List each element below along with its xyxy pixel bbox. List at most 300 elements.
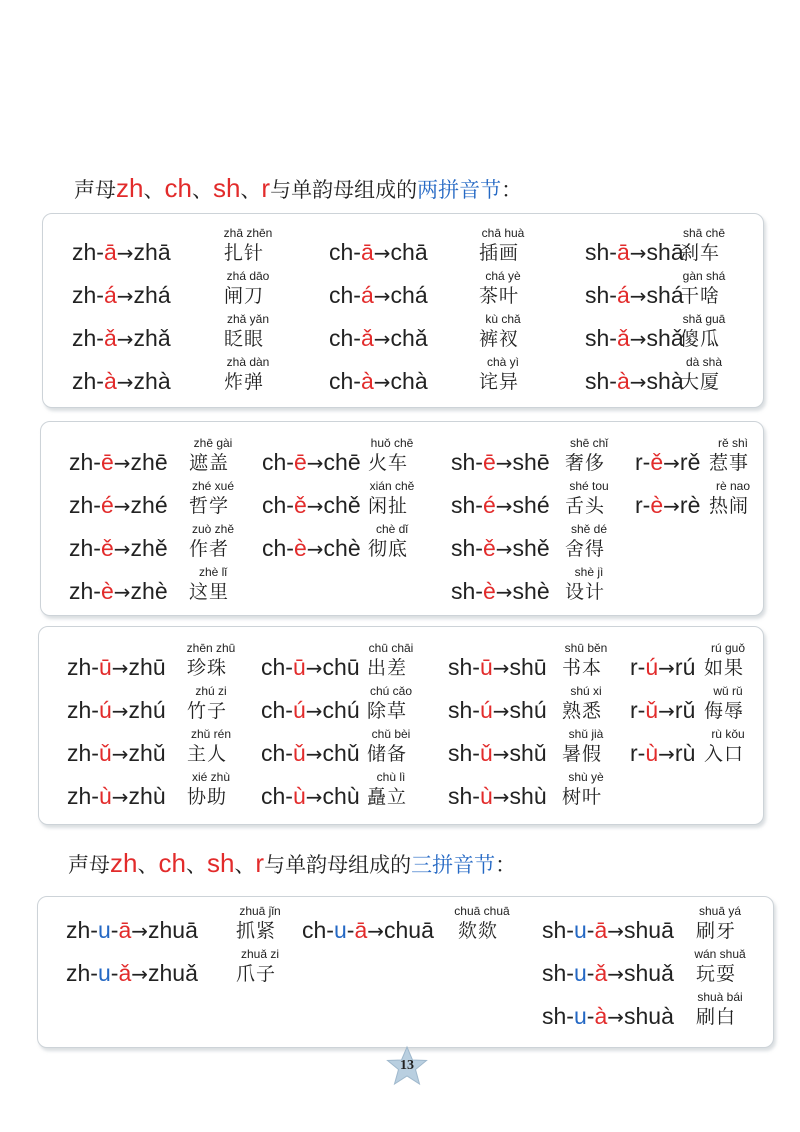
word-pinyin: zhà dàn [226, 355, 270, 369]
result-syllable: zhù [128, 783, 166, 809]
medial-vowel: u [573, 917, 587, 943]
word-pinyin: shuā yá [698, 904, 742, 918]
example-word: 玩耍 [695, 963, 736, 985]
tone-vowel: ù [479, 783, 493, 809]
example-word: 大厦 [679, 371, 720, 393]
word-pinyin: chā huà [481, 226, 525, 240]
word-pinyin: chù lì [376, 770, 406, 784]
arrow: → [663, 494, 680, 518]
tone-vowel: ū [292, 654, 306, 680]
word-pinyin: zhuā jǐn [239, 904, 281, 918]
initial-letters: ch [261, 740, 286, 766]
arrow: → [367, 919, 384, 943]
example-word: 火车 [367, 452, 408, 474]
initial-letters: sh [448, 654, 473, 680]
result-syllable: zhú [128, 697, 166, 723]
result-syllable: shē [512, 449, 550, 475]
hyphen: - [91, 783, 99, 809]
example-word: 除草 [366, 700, 407, 722]
result-syllable: shú [509, 697, 547, 723]
spelling-formula [72, 368, 171, 395]
result-syllable: rè [679, 492, 701, 518]
hyphen: - [586, 1003, 595, 1029]
result-syllable: chú [322, 697, 360, 723]
spelling-formula [329, 325, 428, 352]
tone-vowel: ǎ [616, 325, 630, 351]
result-syllable: chā [390, 239, 428, 265]
tone-vowel: ú [292, 697, 306, 723]
spelling-formula [66, 960, 198, 987]
word-pinyin: zhǎ yǎn [226, 312, 270, 326]
example-word: 刹车 [679, 242, 720, 264]
hyphen: - [353, 368, 361, 394]
result-syllable: shà [646, 368, 684, 394]
initial-letters: ch [329, 282, 354, 308]
section-heading-two-part: 声母zh、ch、sh、r与单韵母组成的两拼音节： [74, 173, 523, 203]
example-word: 茶叶 [478, 285, 519, 307]
spelling-formula [448, 740, 547, 767]
spelling-formula [329, 239, 428, 266]
spelling-formula [69, 449, 168, 476]
example-word: 炸弹 [223, 371, 264, 393]
hyphen: - [93, 492, 101, 518]
initial-letters: ch [329, 325, 354, 351]
initial-letters: zh [72, 282, 97, 308]
result-syllable: shé [512, 492, 550, 518]
result-syllable: zhē [130, 449, 168, 475]
word-pinyin: zhá dāo [226, 269, 270, 283]
word-pinyin: xié zhù [191, 770, 231, 784]
arrow: → [495, 537, 513, 561]
arrow: → [373, 241, 391, 265]
example-word: 侮辱 [703, 700, 744, 722]
tone-vowel: ù [98, 783, 112, 809]
example-word: 插画 [478, 242, 519, 264]
initial-letters: sh [448, 783, 473, 809]
hyphen: - [285, 740, 293, 766]
word-pinyin: shē chǐ [569, 436, 609, 450]
initial-letters: zh [67, 783, 92, 809]
arrow: → [305, 785, 323, 809]
spelling-formula [69, 492, 168, 519]
arrow: → [658, 699, 675, 723]
example-word: 干啥 [679, 285, 720, 307]
initial-letters: r [635, 449, 643, 475]
tone-vowel: ǔ [645, 697, 659, 723]
word-pinyin: shě dé [570, 522, 608, 536]
result-syllable: shǔ [509, 740, 547, 766]
arrow: → [373, 370, 391, 394]
hyphen: - [286, 449, 294, 475]
result-syllable: rǔ [674, 697, 696, 723]
word-pinyin: xián chě [369, 479, 415, 493]
word-pinyin: zhè lǐ [198, 565, 227, 579]
hyphen: - [91, 697, 99, 723]
result-syllable: zhuā [148, 917, 198, 943]
result-syllable: zhà [133, 368, 171, 394]
spelling-formula [72, 282, 171, 309]
tone-vowel: ú [98, 697, 112, 723]
example-word: 抓紧 [235, 920, 276, 942]
hyphen: - [472, 654, 480, 680]
word-pinyin: chá yè [485, 269, 521, 283]
word-pinyin: shuà bái [697, 990, 743, 1004]
initial-letters: zh [72, 239, 97, 265]
arrow: → [607, 919, 624, 943]
word-pinyin: zhú zi [195, 684, 227, 698]
example-word: 欻欻 [457, 920, 498, 942]
result-syllable: shù [509, 783, 547, 809]
arrow: → [629, 284, 647, 308]
tone-vowel: ū [98, 654, 112, 680]
arrow: → [113, 494, 131, 518]
example-word: 遮盖 [188, 452, 229, 474]
hyphen: - [285, 654, 293, 680]
hyphen: - [90, 960, 98, 986]
example-word: 储备 [366, 743, 407, 765]
hyphen: - [642, 449, 651, 475]
tone-vowel: è [100, 578, 114, 604]
arrow: → [663, 451, 680, 475]
syllable-box-u [38, 626, 764, 825]
initial-letters: zh [69, 492, 94, 518]
arrow: → [629, 241, 647, 265]
initial-letters: ch [329, 368, 354, 394]
initial-letters: sh [542, 1003, 567, 1029]
example-word: 作者 [188, 538, 229, 560]
hyphen: - [472, 740, 480, 766]
arrow: → [492, 742, 510, 766]
hyphen: - [286, 492, 294, 518]
arrow: → [607, 1005, 624, 1029]
result-syllable: zhè [130, 578, 168, 604]
example-word: 彻底 [367, 538, 408, 560]
arrow: → [306, 451, 324, 475]
tone-vowel: ē [293, 449, 307, 475]
initial-letters: zh [69, 449, 94, 475]
hyphen: - [346, 917, 355, 943]
hyphen: - [586, 917, 595, 943]
arrow: → [607, 962, 624, 986]
tone-vowel: à [616, 368, 630, 394]
tone-vowel: é [482, 492, 496, 518]
spelling-formula [69, 535, 168, 562]
tone-vowel: ǔ [479, 740, 493, 766]
initial-letters: ch [262, 449, 287, 475]
word-pinyin: zhā zhēn [223, 226, 273, 240]
tone-vowel: á [103, 282, 117, 308]
initial-letters: zh [67, 740, 92, 766]
word-pinyin: rě shì [717, 436, 748, 450]
arrow: → [111, 656, 129, 680]
hyphen: - [637, 654, 646, 680]
tone-vowel: ē [100, 449, 114, 475]
arrow: → [111, 785, 129, 809]
tone-vowel: è [293, 535, 307, 561]
arrow: → [492, 699, 510, 723]
tone-vowel: é [100, 492, 114, 518]
tone-vowel: à [360, 368, 374, 394]
arrow: → [113, 580, 131, 604]
example-word: 刷白 [695, 1006, 736, 1028]
medial-vowel: u [573, 1003, 587, 1029]
word-pinyin: wán shuǎ [694, 947, 746, 961]
hyphen: - [475, 449, 483, 475]
word-pinyin: gàn shá [682, 269, 726, 283]
word-pinyin: chú cǎo [369, 684, 413, 698]
initial-letters: sh [585, 368, 610, 394]
arrow: → [113, 451, 131, 475]
tone-vowel: ù [645, 740, 659, 766]
tone-vowel: ā [616, 239, 630, 265]
medial-vowel: u [97, 960, 111, 986]
page-number: 13 [400, 1058, 414, 1073]
result-syllable: shuā [624, 917, 674, 943]
tone-vowel: á [360, 282, 374, 308]
hyphen: - [586, 960, 595, 986]
initial-letters: sh [448, 740, 473, 766]
result-syllable: chū [322, 654, 360, 680]
tone-vowel: ě [293, 492, 307, 518]
word-pinyin: zhé xué [191, 479, 235, 493]
hyphen: - [566, 960, 574, 986]
tone-vowel: ù [292, 783, 306, 809]
result-syllable: rù [674, 740, 696, 766]
initial-letters: ch [302, 917, 327, 943]
result-syllable: zhǎ [133, 325, 171, 351]
arrow: → [305, 742, 323, 766]
arrow: → [373, 327, 391, 351]
initial-letters: ch [329, 239, 354, 265]
tone-vowel: ě [482, 535, 496, 561]
example-word: 树叶 [561, 786, 602, 808]
arrow: → [116, 284, 134, 308]
example-word: 主人 [186, 743, 227, 765]
hyphen: - [286, 535, 294, 561]
result-syllable: zhǔ [128, 740, 166, 766]
hyphen: - [472, 697, 480, 723]
arrow: → [116, 370, 134, 394]
syllable-box-triple [37, 896, 774, 1048]
initial-letters: sh [585, 325, 610, 351]
tone-vowel: ǎ [594, 960, 608, 986]
arrow: → [495, 580, 513, 604]
hyphen: - [285, 697, 293, 723]
hyphen: - [475, 535, 483, 561]
spelling-formula [451, 535, 550, 562]
arrow: → [492, 656, 510, 680]
result-syllable: chě [323, 492, 361, 518]
example-word: 诧异 [478, 371, 519, 393]
word-pinyin: chè dǐ [375, 522, 409, 536]
example-word: 眨眼 [223, 328, 264, 350]
word-pinyin: shǔ jià [568, 727, 604, 741]
initial-letters: zh [69, 578, 94, 604]
spelling-formula [451, 578, 550, 605]
initial-letters: sh [585, 239, 610, 265]
word-pinyin: shǎ guā [682, 312, 726, 326]
hyphen: - [110, 917, 119, 943]
example-word: 裤衩 [478, 328, 519, 350]
word-pinyin: kù chǎ [485, 312, 521, 326]
initial-letters: r [630, 740, 638, 766]
word-pinyin: chuā chuā [454, 904, 510, 918]
example-word: 竹子 [186, 700, 227, 722]
arrow: → [495, 451, 513, 475]
spelling-formula [542, 917, 674, 944]
hyphen: - [637, 697, 646, 723]
initial-letters: ch [262, 492, 287, 518]
example-word: 熟悉 [561, 700, 602, 722]
example-word: 珍珠 [186, 657, 227, 679]
result-syllable: zhá [133, 282, 171, 308]
result-syllable: shuǎ [624, 960, 674, 986]
spelling-formula [72, 239, 171, 266]
spelling-formula [448, 783, 547, 810]
arrow: → [131, 962, 148, 986]
example-word: 出差 [366, 657, 407, 679]
tone-vowel: á [616, 282, 630, 308]
result-syllable: chǔ [322, 740, 360, 766]
word-pinyin: rù kǒu [711, 727, 745, 741]
tone-vowel: ǔ [292, 740, 306, 766]
initial-letters: sh [542, 960, 567, 986]
result-syllable: zhuǎ [148, 960, 198, 986]
hyphen: - [91, 654, 99, 680]
example-word: 这里 [188, 581, 229, 603]
tone-vowel: à [594, 1003, 608, 1029]
hyphen: - [96, 239, 104, 265]
result-syllable: chà [390, 368, 428, 394]
hyphen: - [637, 740, 646, 766]
arrow: → [492, 785, 510, 809]
initial-letters: zh [72, 325, 97, 351]
arrow: → [305, 656, 323, 680]
word-pinyin: huǒ chē [370, 436, 414, 450]
initial-letters: zh [69, 535, 94, 561]
example-word: 舌头 [564, 495, 605, 517]
arrow: → [373, 284, 391, 308]
hyphen: - [609, 282, 617, 308]
tone-vowel: à [103, 368, 117, 394]
hyphen: - [475, 578, 483, 604]
word-pinyin: wǔ rǔ [713, 684, 743, 698]
word-pinyin: chū chāi [368, 641, 414, 655]
word-pinyin: shā chē [682, 226, 726, 240]
word-pinyin: shú xi [570, 684, 602, 698]
arrow: → [305, 699, 323, 723]
example-word: 矗立 [366, 786, 407, 808]
result-syllable: zhé [130, 492, 168, 518]
spelling-formula [448, 697, 547, 724]
initial-letters: ch [261, 697, 286, 723]
hyphen: - [475, 492, 483, 518]
tone-vowel: ǎ [360, 325, 374, 351]
spelling-formula [67, 654, 166, 681]
spelling-formula [329, 282, 428, 309]
result-syllable: shè [512, 578, 550, 604]
arrow: → [131, 919, 148, 943]
hyphen: - [472, 783, 480, 809]
hyphen: - [110, 960, 119, 986]
example-word: 扎针 [223, 242, 264, 264]
tone-vowel: ā [360, 239, 374, 265]
initial-letters: ch [261, 654, 286, 680]
result-syllable: chǎ [390, 325, 428, 351]
hyphen: - [285, 783, 293, 809]
arrow: → [658, 656, 675, 680]
result-syllable: shā [646, 239, 684, 265]
initial-letters: sh [448, 697, 473, 723]
word-pinyin: rè nao [715, 479, 751, 493]
example-word: 傻瓜 [679, 328, 720, 350]
spelling-formula [302, 917, 434, 944]
result-syllable: shá [646, 282, 684, 308]
word-pinyin: zhēn zhū [186, 641, 236, 655]
arrow: → [306, 494, 324, 518]
tone-vowel: è [482, 578, 496, 604]
result-syllable: rú [674, 654, 696, 680]
syllable-box-a [42, 213, 764, 408]
example-word: 暑假 [561, 743, 602, 765]
spelling-formula [448, 654, 547, 681]
initial-letters: zh [67, 654, 92, 680]
hyphen: - [609, 239, 617, 265]
word-pinyin: rú guǒ [710, 641, 746, 655]
hyphen: - [609, 325, 617, 351]
hyphen: - [642, 492, 651, 518]
arrow: → [113, 537, 131, 561]
spelling-formula [67, 783, 166, 810]
tone-vowel: ū [479, 654, 493, 680]
syllable-box-e [40, 421, 764, 616]
tone-vowel: ú [645, 654, 659, 680]
spelling-formula [72, 325, 171, 352]
example-word: 刷牙 [695, 920, 736, 942]
hyphen: - [91, 740, 99, 766]
section-heading-three-part: 声母zh、ch、sh、r与单韵母组成的三拼音节： [68, 848, 517, 878]
word-pinyin: shé tou [569, 479, 609, 493]
hyphen: - [96, 368, 104, 394]
arrow: → [495, 494, 513, 518]
hyphen: - [566, 1003, 574, 1029]
arrow: → [111, 742, 129, 766]
hyphen: - [96, 325, 104, 351]
hyphen: - [566, 917, 574, 943]
result-syllable: zhā [133, 239, 171, 265]
spelling-formula [451, 449, 550, 476]
word-pinyin: dà shà [685, 355, 723, 369]
tone-vowel: ě [100, 535, 114, 561]
word-pinyin: zhǔ rén [190, 727, 232, 741]
example-word: 惹事 [708, 452, 749, 474]
spelling-formula [67, 697, 166, 724]
example-word: 入口 [703, 743, 744, 765]
hyphen: - [96, 282, 104, 308]
tone-vowel: ú [479, 697, 493, 723]
tone-vowel: ā [103, 239, 117, 265]
result-syllable: chù [322, 783, 360, 809]
arrow: → [306, 537, 324, 561]
initial-letters: zh [66, 917, 91, 943]
tone-vowel: ē [482, 449, 496, 475]
example-word: 奢侈 [564, 452, 605, 474]
initial-letters: zh [72, 368, 97, 394]
spelling-formula [66, 917, 198, 944]
spelling-formula [67, 740, 166, 767]
arrow: → [629, 327, 647, 351]
result-syllable: chē [323, 449, 361, 475]
